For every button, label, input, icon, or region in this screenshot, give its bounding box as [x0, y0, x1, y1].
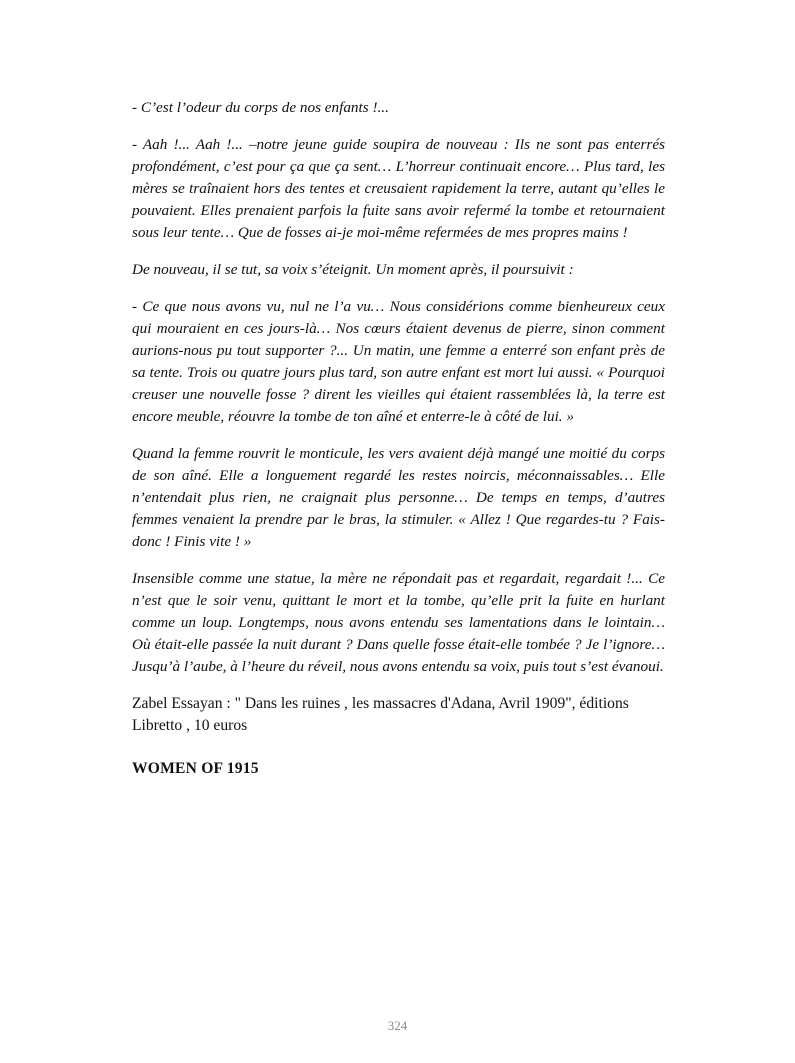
book-citation: Zabel Essayan : " Dans les ruines , les massacres d'Adana, Avril 1909", éditions Libretto , 10 euros — [132, 695, 629, 734]
paragraph-3: De nouveau, il se tut, sa voix s’éteignit. Un moment après, il poursuivit : — [132, 261, 574, 278]
paragraph-5: Quand la femme rouvrit le monticule, les vers avaient déjà mangé une moitié du corps de son aîné. Elle a longuement regardé les restes noircis, méconnaissables… Elle n’entendait plus rien, ne craignait plus personne… De temps en temps, d’autres femmes venaient la prendre par le bras, la stimuler. « Allez ! Que regardes-tu ? Fais-donc ! Finis vite ! » — [132, 445, 665, 550]
page-body — [132, 97, 665, 780]
section-heading: WOMEN OF 1915 — [132, 760, 259, 777]
paragraph-2: - Aah !... Aah !... –notre jeune guide soupira de nouveau : Ils ne sont pas enterrés profondément, c’est pour ça que ça sent… L’horreur continuait encore… Plus tard, les mères se traînaient hors des tentes et creusaient rapidement la terre, autant qu’elles le pouvaient. Elles prenaient parfois la fuite sans avoir refermé la tombe et retournaient sous leur tente… Que de fosses ai-je moi-même refermées de mes propres mains ! — [132, 136, 665, 241]
paragraph-1: - C’est l’odeur du corps de nos enfants !... — [132, 99, 389, 116]
paragraph-6: Insensible comme une statue, la mère ne répondait pas et regardait, regardait !... Ce n’est que le soir venu, quittant le mort et la tombe, qu’elle prit la fuite en hurlant comme un loup. Longtemps, nous avons entendu ses lamentations dans le lointain… Où était-elle passée la nuit durant ? Dans quelle fosse était-elle tombée ? Je l’ignore… Jusqu’à l’aube, à l’heure du réveil, nous avons entendu sa voix, puis tout s’est évanoui. — [132, 570, 665, 675]
paragraph-4: - Ce que nous avons vu, nul ne l’a vu… Nous considérions comme bienheureux ceux qui mouraient en ces jours-là… Nos cœurs étaient devenus de pierre, sinon comment aurions-nous pu tout supporter ?... Un matin, une femme a enterré son enfant près de sa tente. Trois ou quatre jours plus tard, son autre enfant est mort lui aussi. « Pourquoi creuser une nouvelle fosse ? dirent les vieilles qui étaient rassemblées là, la terre est encore meuble, réouvre la tombe de ton aîné et enterre-le à côté de lui. » — [132, 298, 665, 425]
page-number: 324 — [387, 1018, 408, 1033]
